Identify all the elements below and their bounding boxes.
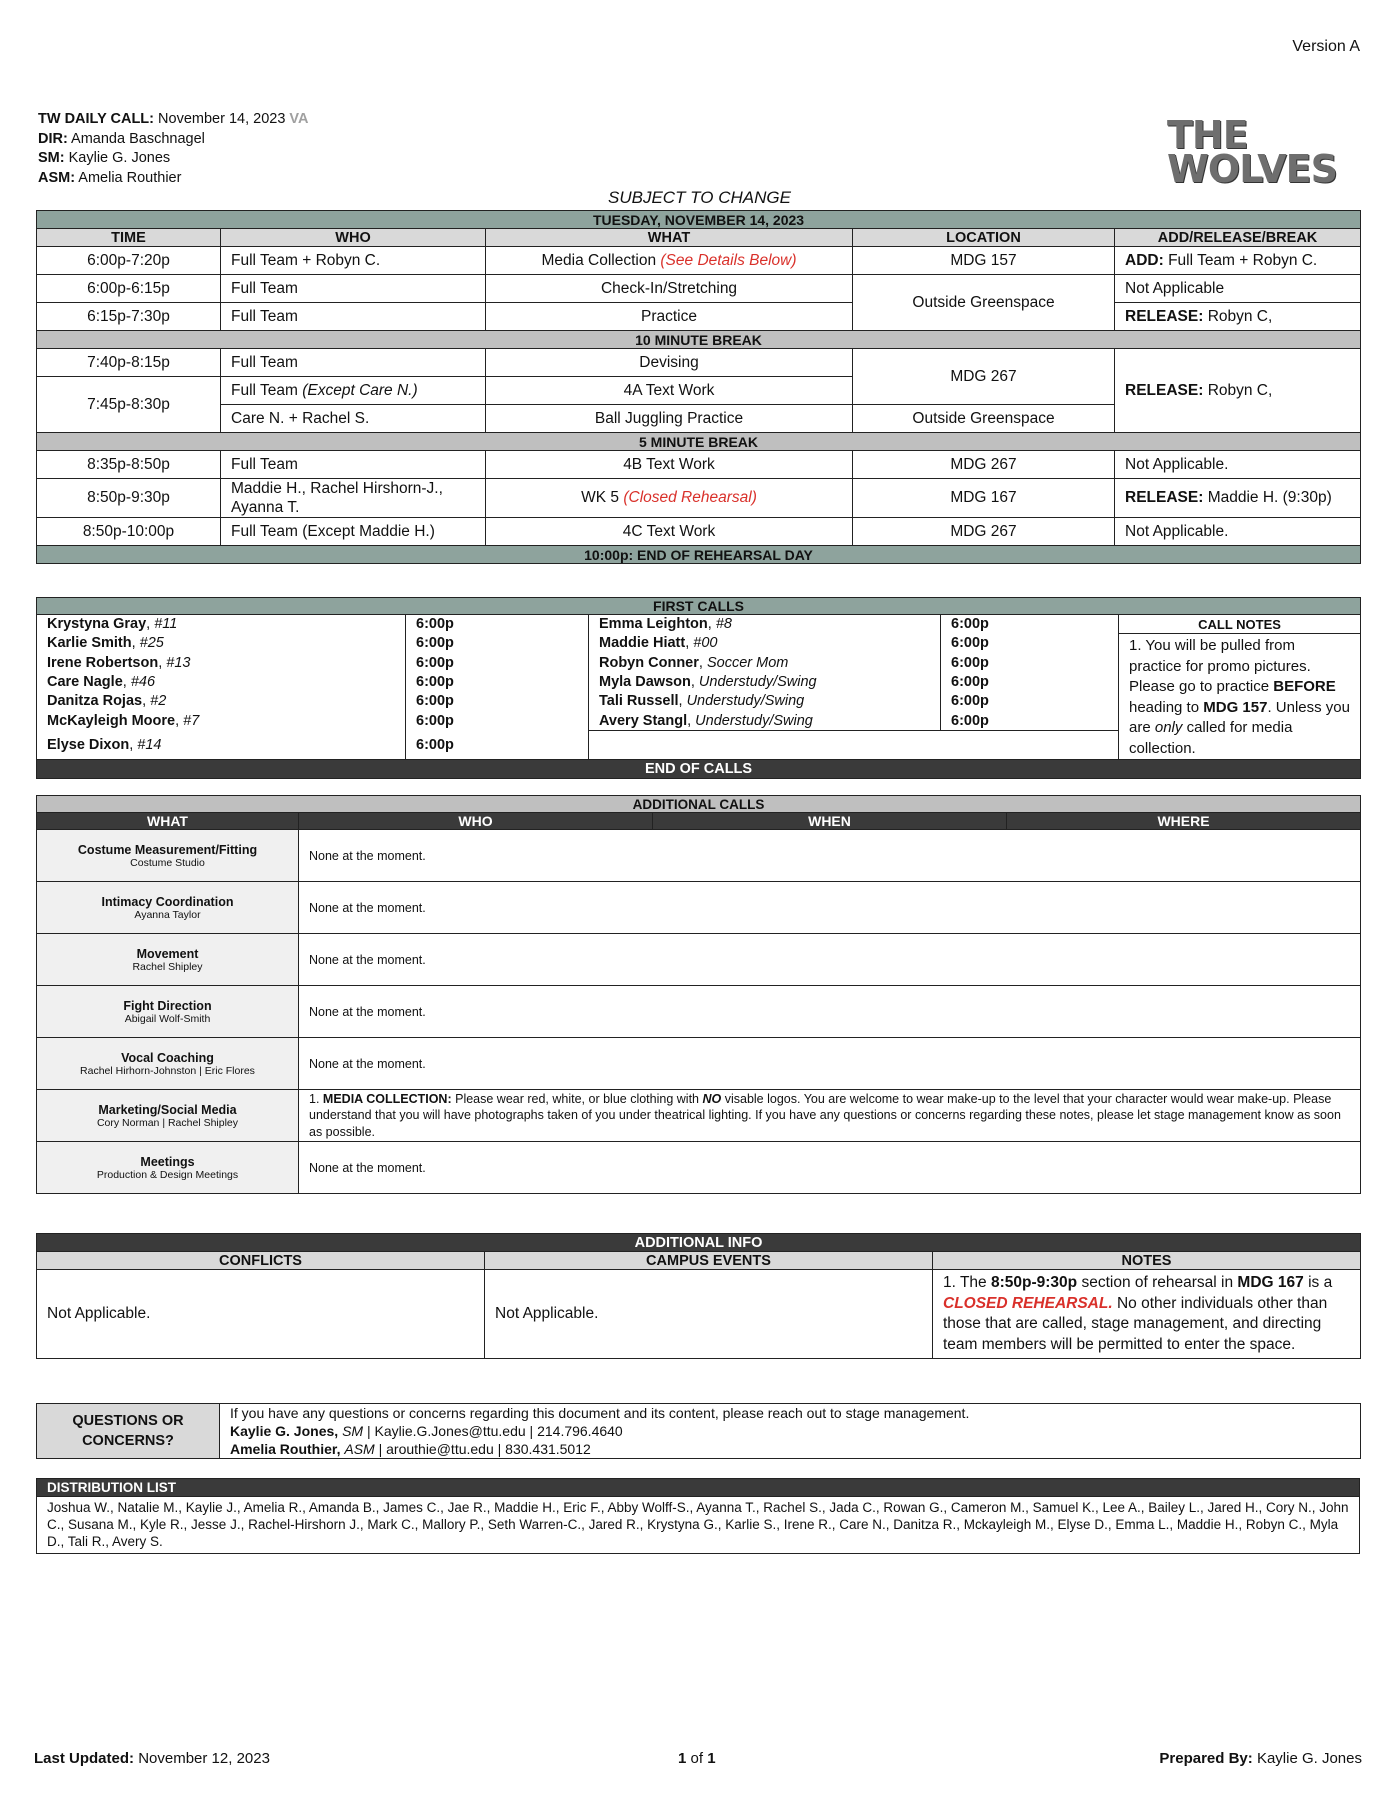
call-role: #8 — [715, 616, 732, 633]
call-category — [37, 1090, 299, 1142]
category-sub: Abigail Wolf-Smith — [124, 1012, 211, 1025]
what-note: (Closed Rehearsal) — [623, 489, 757, 506]
row-time: 6:15p-7:30p — [37, 303, 221, 331]
call-name: Tali Russell — [599, 693, 679, 710]
row-what: Practice — [486, 303, 853, 331]
category-title: Costume Measurement/Fitting — [77, 842, 258, 857]
arb-label: RELEASE: — [1125, 307, 1204, 325]
who-text: Full Team — [231, 381, 298, 399]
call-date: November 14, 2023 — [158, 111, 286, 127]
notes-text: is a — [1308, 1274, 1333, 1291]
conflicts-cell: Not Applicable. — [37, 1270, 485, 1359]
call-name: Myla Dawson — [599, 673, 691, 690]
schedule-row — [37, 479, 1361, 518]
row-what: 4C Text Work — [486, 518, 853, 546]
row-who: Full Team — [221, 275, 486, 303]
row-time: 8:50p-9:30p — [37, 479, 221, 518]
row-arb: Not Applicable. — [1115, 451, 1361, 479]
row-location: MDG 167 — [853, 479, 1115, 518]
call-category — [37, 882, 299, 934]
end-of-calls-band: END OF CALLS — [37, 760, 1361, 779]
call-notes — [1119, 634, 1361, 760]
campus-events-cell: Not Applicable. — [485, 1270, 933, 1359]
media-bold: MEDIA COLLECTION: — [322, 1091, 452, 1106]
subject-to-change: SUBJECT TO CHANGE — [608, 188, 791, 207]
call-entry: Krystyna Gray, #11 — [37, 615, 406, 634]
call-entry: Irene Robertson, #13 — [37, 653, 406, 672]
notes-text: 1. The — [943, 1274, 987, 1291]
row-time: 8:35p-8:50p — [37, 451, 221, 479]
call-time: 6:00p — [941, 692, 1119, 711]
arb-text: Robyn C, — [1207, 381, 1273, 399]
call-role: #46 — [130, 673, 156, 690]
call-entry: Karlie Smith, #25 — [37, 634, 406, 653]
call-name: Irene Robertson — [47, 654, 159, 671]
row-arb — [1115, 349, 1361, 433]
updated-date: November 12, 2023 — [138, 1750, 270, 1767]
additional-calls-title: ADDITIONAL CALLS — [37, 796, 1361, 813]
call-time: 6:00p — [406, 731, 589, 760]
call-name: Maddie Hiatt — [599, 635, 686, 652]
category-sub: Rachel Hirhorn-Johnston | Eric Flores — [80, 1064, 255, 1077]
asm-label: ASM: — [38, 169, 76, 186]
call-role: #00 — [693, 635, 718, 652]
call-entry: Danitza Rojas, #2 — [37, 692, 406, 711]
call-entry: Emma Leighton, #8 — [589, 615, 941, 634]
call-role: #7 — [183, 712, 200, 729]
footer-prepared — [1159, 1750, 1362, 1767]
call-time: 6:00p — [941, 653, 1119, 672]
arb-label: RELEASE: — [1125, 381, 1204, 399]
what-text: Media Collection — [541, 251, 657, 269]
director-name: Amanda Baschnagel — [71, 130, 205, 147]
notes-text: No other individuals other than those that are called, stage management, and directing team members will be permitted to enter the space. — [943, 1294, 1328, 1353]
category-sub: Rachel Shipley — [132, 960, 203, 973]
contact-name: Amelia Routhier, — [230, 1441, 341, 1457]
sm-label: SM: — [38, 150, 65, 166]
closed-rehearsal-warning: CLOSED REHEARSAL. — [943, 1294, 1113, 1312]
call-time: 6:00p — [941, 615, 1119, 634]
call-label: TW DAILY CALL: — [38, 111, 154, 127]
call-notes-title: CALL NOTES — [1119, 615, 1361, 634]
notes-bold: 8:50p-9:30p — [990, 1274, 1078, 1291]
call-name: Care Nagle — [47, 673, 123, 690]
call-detail: None at the moment. — [299, 830, 1361, 882]
call-role: #2 — [150, 693, 167, 710]
row-what: Devising — [486, 349, 853, 377]
call-role: #25 — [139, 635, 164, 652]
schedule-row — [37, 275, 1361, 303]
media-bold: NO — [702, 1091, 722, 1106]
col-who: WHO — [299, 813, 653, 830]
page-current: 1 — [678, 1750, 687, 1767]
row-what: 4B Text Work — [486, 451, 853, 479]
prepared-by: Kaylie G. Jones — [1256, 1750, 1362, 1767]
row-time: 7:45p-8:30p — [37, 377, 221, 433]
notes-text: 1. You will be pulled from practice for promo pictures. Please go to practice — [1129, 637, 1311, 695]
notes-text: heading to — [1129, 698, 1200, 716]
call-detail: None at the moment. — [299, 986, 1361, 1038]
additional-call-row — [37, 1090, 1361, 1142]
questions-contacts — [220, 1404, 1361, 1459]
call-entry: Robyn Conner, Soccer Mom — [589, 653, 941, 672]
break-band: 5 MINUTE BREAK — [37, 433, 1361, 451]
schedule-table — [36, 210, 1361, 564]
call-name: Avery Stangl — [599, 712, 688, 729]
call-role: #11 — [154, 616, 178, 633]
the-wolves-logo — [1167, 113, 1357, 191]
distribution-table — [36, 1478, 1360, 1554]
page-number — [678, 1750, 716, 1767]
call-entry: Myla Dawson, Understudy/Swing — [589, 672, 941, 691]
call-version: VA — [289, 111, 309, 127]
contact-role: ASM — [344, 1441, 375, 1457]
call-time: 6:00p — [941, 672, 1119, 691]
questions-intro: If you have any questions or concerns regarding this document and its content, please reach out to stage management. — [230, 1405, 970, 1421]
call-category — [37, 830, 299, 882]
col-campus-events: CAMPUS EVENTS — [485, 1252, 933, 1270]
notes-text: called for media collection. — [1129, 719, 1293, 757]
media-text: Please wear red, white, or blue clothing with — [455, 1091, 699, 1106]
asm-name: Amelia Routhier — [78, 169, 182, 186]
col-notes: NOTES — [933, 1252, 1361, 1270]
distribution-title: DISTRIBUTION LIST — [37, 1479, 1360, 1497]
col-who: WHO — [221, 229, 486, 247]
dir-label: DIR: — [38, 130, 68, 147]
row-location: MDG 157 — [853, 247, 1115, 275]
what-note: (See Details Below) — [660, 251, 797, 269]
notes-bold: BEFORE — [1273, 678, 1336, 695]
row-location: MDG 267 — [853, 451, 1115, 479]
contact-asm — [230, 1440, 1350, 1458]
schedule-row — [37, 303, 1361, 331]
additional-calls-table — [36, 795, 1361, 1194]
additional-call-row — [37, 882, 1361, 934]
additional-call-row — [37, 830, 1361, 882]
call-entry: Tali Russell, Understudy/Swing — [589, 692, 941, 711]
row-what: Check-In/Stretching — [486, 275, 853, 303]
row-who: Full Team — [221, 303, 486, 331]
call-entry: Avery Stangl, Understudy/Swing — [589, 711, 941, 731]
row-location: Outside Greenspace — [853, 405, 1115, 433]
call-time: 6:00p — [941, 711, 1119, 731]
call-time: 6:00p — [406, 615, 589, 634]
call-category — [37, 1142, 299, 1194]
call-role: #14 — [137, 736, 162, 753]
notes-italic: only — [1154, 719, 1183, 736]
header-info — [38, 110, 309, 188]
contact-details: | arouthie@ttu.edu | 830.431.5012 — [378, 1441, 591, 1457]
row-who: Full Team — [221, 349, 486, 377]
logo-line-wolves: WOLVES — [1167, 147, 1337, 191]
call-name: Emma Leighton — [599, 616, 708, 633]
col-location: LOCATION — [853, 229, 1115, 247]
end-of-day-band: 10:00p: END OF REHEARSAL DAY — [37, 546, 1361, 564]
row-who: Full Team — [221, 451, 486, 479]
row-time: 8:50p-10:00p — [37, 518, 221, 546]
category-title: Vocal Coaching — [121, 1050, 214, 1065]
row-arb — [1115, 303, 1361, 331]
first-calls-title: FIRST CALLS — [37, 598, 1361, 615]
row-what — [486, 247, 853, 275]
call-time: 6:00p — [406, 634, 589, 653]
row-arb: Not Applicable. — [1115, 518, 1361, 546]
category-title: Marketing/Social Media — [98, 1102, 237, 1117]
call-role: Understudy/Swing — [686, 693, 805, 710]
call-name: Krystyna Gray — [47, 616, 147, 633]
col-where: WHERE — [1007, 813, 1361, 830]
col-what: WHAT — [486, 229, 853, 247]
notes-text: section of rehearsal in — [1081, 1274, 1234, 1291]
category-title: Movement — [136, 946, 199, 961]
col-add-release-break: ADD/RELEASE/BREAK — [1115, 229, 1361, 247]
call-time: 6:00p — [406, 672, 589, 691]
notes-bold: MDG 167 — [1237, 1274, 1304, 1291]
page-total: 1 — [707, 1750, 716, 1767]
call-detail: None at the moment. — [299, 934, 1361, 986]
call-time: 6:00p — [406, 653, 589, 672]
contact-name: Kaylie G. Jones, — [230, 1423, 339, 1439]
additional-call-row — [37, 1142, 1361, 1194]
category-title: Intimacy Coordination — [101, 894, 234, 909]
arb-text: Maddie H. (9:30p) — [1207, 489, 1332, 506]
schedule-row — [37, 247, 1361, 275]
row-who: Maddie H., Rachel Hirshorn-J., Ayanna T. — [221, 479, 486, 518]
call-name: Robyn Conner — [599, 654, 699, 671]
row-time: 7:40p-8:15p — [37, 349, 221, 377]
category-sub: Production & Design Meetings — [96, 1168, 239, 1181]
call-category — [37, 986, 299, 1038]
who-note: (Except Care N.) — [302, 381, 418, 399]
row-what: Ball Juggling Practice — [486, 405, 853, 433]
logo-line-the: THE — [1167, 113, 1248, 157]
call-name: McKayleigh Moore — [47, 712, 176, 729]
arb-label: ADD: — [1125, 251, 1164, 269]
contact-role: SM — [342, 1423, 364, 1439]
contact-sm — [230, 1422, 1350, 1440]
first-calls-table — [36, 597, 1361, 779]
call-time: 6:00p — [941, 634, 1119, 653]
row-who: Full Team (Except Maddie H.) — [221, 518, 486, 546]
notes-cell — [933, 1270, 1361, 1359]
schedule-row — [37, 451, 1361, 479]
call-name: Karlie Smith — [47, 635, 132, 652]
break-band: 10 MINUTE BREAK — [37, 331, 1361, 349]
call-role: Understudy/Swing — [695, 712, 813, 729]
col-what: WHAT — [37, 813, 299, 830]
notes-bold: MDG 157 — [1203, 698, 1268, 716]
additional-call-row — [37, 986, 1361, 1038]
arb-text: Robyn C, — [1207, 307, 1273, 325]
updated-label: Last Updated: — [34, 1750, 135, 1767]
row-what: 4A Text Work — [486, 377, 853, 405]
col-when: WHEN — [653, 813, 1007, 830]
media-collection-detail — [299, 1090, 1361, 1142]
row-location: MDG 267 — [853, 518, 1115, 546]
row-who: Care N. + Rachel S. — [221, 405, 486, 433]
additional-call-row — [37, 1038, 1361, 1090]
call-name: Danitza Rojas — [47, 693, 143, 710]
media-text: 1. — [309, 1091, 320, 1106]
category-sub: Costume Studio — [130, 856, 205, 869]
category-title: Fight Direction — [123, 998, 212, 1013]
notes-text: . Unless you are — [1129, 698, 1350, 736]
call-name: Elyse Dixon — [47, 736, 130, 753]
what-text: WK 5 — [581, 489, 620, 506]
call-entry: McKayleigh Moore, #7 — [37, 711, 406, 731]
arb-label: RELEASE: — [1125, 489, 1204, 506]
call-entry: Elyse Dixon, #14 — [37, 731, 406, 760]
questions-table — [36, 1403, 1361, 1459]
call-detail: None at the moment. — [299, 882, 1361, 934]
schedule-date-band: TUESDAY, NOVEMBER 14, 2023 — [37, 211, 1361, 229]
additional-info-table — [36, 1233, 1361, 1359]
row-location: Outside Greenspace — [853, 275, 1115, 331]
version-label: Version A — [1292, 38, 1360, 55]
arb-text: Full Team + Robyn C. — [1168, 251, 1318, 269]
schedule-row — [37, 518, 1361, 546]
row-time: 6:00p-6:15p — [37, 275, 221, 303]
call-detail: None at the moment. — [299, 1142, 1361, 1194]
prepared-label: Prepared By: — [1159, 1750, 1253, 1767]
category-title: Meetings — [140, 1154, 195, 1169]
call-role: Soccer Mom — [706, 654, 789, 671]
row-who — [221, 377, 486, 405]
category-sub: Cory Norman | Rachel Shipley — [96, 1116, 239, 1129]
page-of: of — [690, 1750, 704, 1767]
call-category — [37, 1038, 299, 1090]
empty-cell — [589, 731, 1119, 760]
footer-updated — [34, 1750, 270, 1767]
schedule-row — [37, 349, 1361, 377]
row-time: 6:00p-7:20p — [37, 247, 221, 275]
additional-call-row — [37, 934, 1361, 986]
call-category — [37, 934, 299, 986]
call-role: #13 — [166, 654, 191, 671]
col-time: TIME — [37, 229, 221, 247]
distribution-list: Joshua W., Natalie M., Kaylie J., Amelia R., Amanda B., James C., Jae R., Maddie H., Eric F., Abby Wolff-S., Ayanna T., Rachel S., Jada C., Rowan G., Cameron M., Samuel K., Lee A., Bailey L., Jared H., Cory N., John C., Susana M., Kyle R., Jesse J., Rachel-Hirshorn J., Mark C., Mallory P., Seth Warren-C., Jared R., Krystyna G., Karlie S., Irene R., Care N., Danitza R., Mckayleigh M., Elyse D., Emma L., Maddie H., Robyn C., Myla D., Tali R., Avery S. — [37, 1497, 1360, 1554]
category-sub: Ayanna Taylor — [134, 908, 201, 921]
row-arb: Not Applicable — [1115, 275, 1361, 303]
call-role: Understudy/Swing — [698, 673, 817, 690]
call-entry: Care Nagle, #46 — [37, 672, 406, 691]
row-what — [486, 479, 853, 518]
row-location: MDG 267 — [853, 349, 1115, 405]
call-detail: None at the moment. — [299, 1038, 1361, 1090]
media-text: visable logos. You are welcome to wear make-up to the level that your character would wear make-up. Please understand that you will have photographs taken of you under theatrical lighting. If you have any questions or concerns regarding these notes, please let stage management know as soon as possible. — [309, 1091, 1341, 1139]
call-entry: Maddie Hiatt, #00 — [589, 634, 941, 653]
col-conflicts: CONFLICTS — [37, 1252, 485, 1270]
questions-label: QUESTIONS OR CONCERNS? — [37, 1404, 220, 1459]
sm-name: Kaylie G. Jones — [68, 150, 171, 166]
call-time: 6:00p — [406, 711, 589, 731]
call-time: 6:00p — [406, 692, 589, 711]
contact-details: | Kaylie.G.Jones@ttu.edu | 214.796.4640 — [366, 1423, 623, 1439]
additional-info-title: ADDITIONAL INFO — [37, 1234, 1361, 1252]
row-arb — [1115, 247, 1361, 275]
row-who: Full Team + Robyn C. — [221, 247, 486, 275]
row-arb — [1115, 479, 1361, 518]
